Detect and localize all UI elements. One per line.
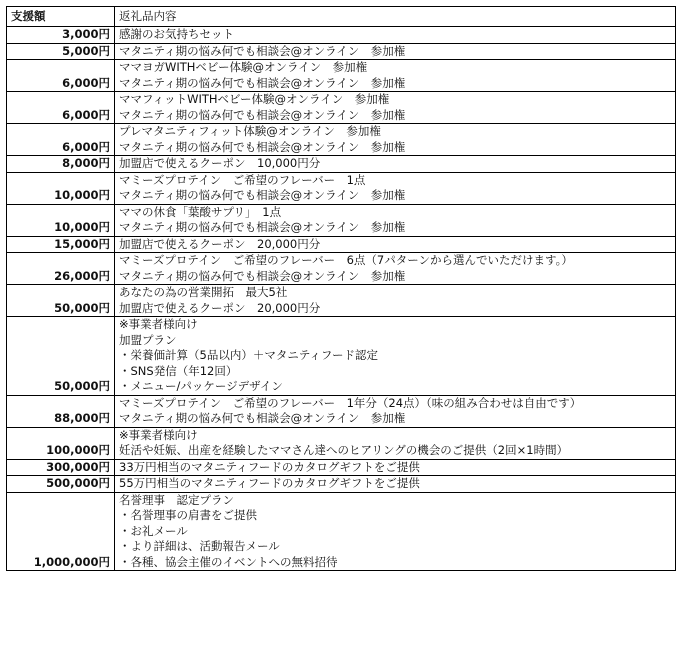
content-cell <box>115 395 676 427</box>
content-line: ※事業者様向け <box>119 427 198 442</box>
content-line: 名誉理事 認定プラン <box>119 492 234 507</box>
table-body <box>7 27 676 571</box>
content-cell <box>115 459 676 476</box>
table-row <box>7 253 676 285</box>
header-content: 返礼品内容 <box>115 7 676 27</box>
amount-cell: 50,000円 <box>7 285 115 317</box>
content-line: マタニティ期の悩み何でも相談会@オンライン 参加権 <box>119 43 406 58</box>
content-line: マミーズプロテイン ご希望のフレーバー 1点 <box>119 172 366 187</box>
content-line: マタニティ期の悩み何でも相談会@オンライン 参加権 <box>119 107 406 122</box>
table-row <box>7 459 676 476</box>
amount-cell: 88,000円 <box>7 395 115 427</box>
table-row <box>7 427 676 459</box>
amount-cell: 5,000円 <box>7 43 115 60</box>
content-line: 加盟店で使えるクーポン 10,000円分 <box>119 156 321 170</box>
content-line: マタニティ期の悩み何でも相談会@オンライン 参加権 <box>119 268 406 283</box>
amount-cell: 300,000円 <box>7 459 115 476</box>
table-row <box>7 492 676 571</box>
table-row <box>7 317 676 396</box>
table-row <box>7 43 676 60</box>
table-row <box>7 476 676 493</box>
content-cell <box>115 285 676 317</box>
content-line: 55万円相当のマタニティフードのカタログギフトをご提供 <box>119 476 420 490</box>
content-cell <box>115 43 676 60</box>
content-line: プレマタニティフィット体験@オンライン 参加権 <box>119 124 381 138</box>
content-line: ・メニュー/パッケージデザイン <box>119 379 283 393</box>
table-header-row <box>7 7 676 27</box>
amount-cell: 100,000円 <box>7 427 115 459</box>
table-row <box>7 60 676 92</box>
content-cell <box>115 27 676 44</box>
content-cell <box>115 253 676 285</box>
content-line: ・各種、協会主催のイベントへの無料招待 <box>119 554 338 569</box>
content-line: マミーズプロテイン ご希望のフレーバー 6点（7パターンから選んでいただけます。） <box>119 253 573 267</box>
content-cell <box>115 172 676 204</box>
amount-cell: 6,000円 <box>7 124 115 156</box>
content-line: 感謝のお気持ちセット <box>119 27 234 41</box>
table-row <box>7 124 676 156</box>
content-line: 33万円相当のマタニティフードのカタログギフトをご提供 <box>119 459 420 474</box>
content-line: あなたの為の営業開拓 最大5社 <box>119 285 288 299</box>
amount-cell: 26,000円 <box>7 253 115 285</box>
content-cell <box>115 492 676 571</box>
table-row <box>7 172 676 204</box>
content-line: 加盟プラン <box>119 332 177 347</box>
rewards-table <box>6 6 676 571</box>
content-line: マタニティ期の悩み何でも相談会@オンライン 参加権 <box>119 411 406 425</box>
amount-cell: 6,000円 <box>7 92 115 124</box>
amount-cell: 10,000円 <box>7 204 115 236</box>
content-cell <box>115 92 676 124</box>
content-cell <box>115 124 676 156</box>
table-row <box>7 236 676 253</box>
content-line: マタニティ期の悩み何でも相談会@オンライン 参加権 <box>119 75 406 90</box>
content-cell <box>115 427 676 459</box>
content-cell <box>115 476 676 493</box>
content-line: ・SNS発信（年12回） <box>119 363 238 378</box>
table-row <box>7 92 676 124</box>
content-cell <box>115 156 676 173</box>
content-cell <box>115 60 676 92</box>
header-amount: 支援額 <box>7 7 115 27</box>
content-line: マタニティ期の悩み何でも相談会@オンライン 参加権 <box>119 220 406 234</box>
content-line: ・名誉理事の肩書をご提供 <box>119 508 257 522</box>
content-line: ※事業者様向け <box>119 317 198 331</box>
content-line: ママフィットWITHベビー体験@オンライン 参加権 <box>119 92 390 106</box>
amount-cell: 500,000円 <box>7 476 115 493</box>
content-cell <box>115 204 676 236</box>
amount-cell: 10,000円 <box>7 172 115 204</box>
content-line: ・お礼メール <box>119 523 188 538</box>
content-line: 加盟店で使えるクーポン 20,000円分 <box>119 236 321 251</box>
amount-cell: 1,000,000円 <box>7 492 115 571</box>
content-line: 加盟店で使えるクーポン 20,000円分 <box>119 300 321 315</box>
amount-cell: 3,000円 <box>7 27 115 44</box>
amount-cell: 50,000円 <box>7 317 115 396</box>
content-line: 妊活や妊娠、出産を経験したママさん達へのヒアリングの機会のご提供（2回×1時間） <box>119 443 569 457</box>
content-line: ・より詳細は、活動報告メール <box>119 539 280 553</box>
content-line: マミーズプロテイン ご希望のフレーバー 1年分（24点）（味の組み合わせは自由です） <box>119 395 582 410</box>
table-row <box>7 395 676 427</box>
table-row <box>7 156 676 173</box>
content-line: ママの休食「葉酸サプリ」 1点 <box>119 204 282 219</box>
table-row <box>7 204 676 236</box>
amount-cell: 6,000円 <box>7 60 115 92</box>
content-line: ・栄養価計算（5品以内）＋マタニティフード認定 <box>119 348 379 362</box>
amount-cell: 15,000円 <box>7 236 115 253</box>
content-line: マタニティ期の悩み何でも相談会@オンライン 参加権 <box>119 139 406 154</box>
content-cell <box>115 236 676 253</box>
content-line: マタニティ期の悩み何でも相談会@オンライン 参加権 <box>119 188 406 202</box>
table-row <box>7 27 676 44</box>
table-row <box>7 285 676 317</box>
amount-cell: 8,000円 <box>7 156 115 173</box>
content-line: ママヨガWITHベビー体験@オンライン 参加権 <box>119 60 368 74</box>
content-cell <box>115 317 676 396</box>
